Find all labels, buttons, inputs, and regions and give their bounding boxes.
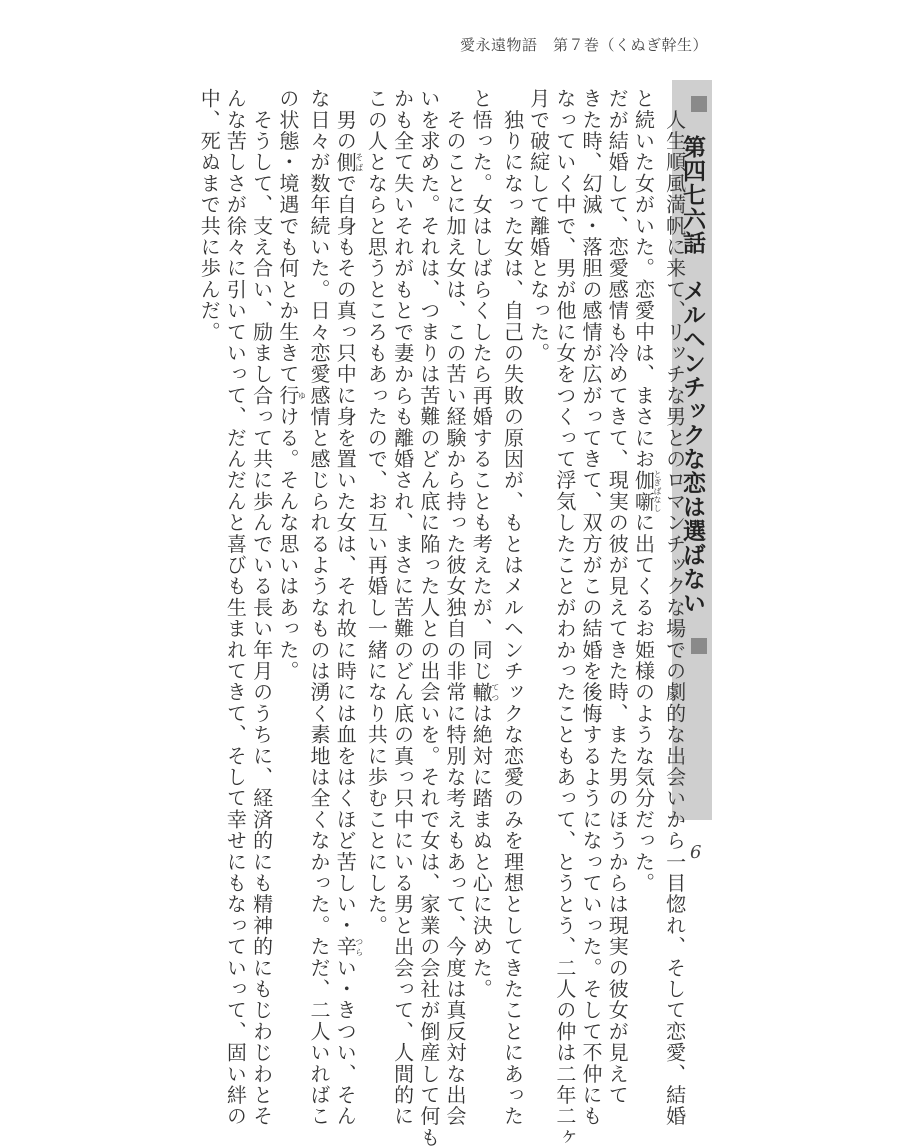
text-column <box>332 88 364 1127</box>
text-column <box>630 88 662 894</box>
ruby-base: 轍 <box>469 681 494 703</box>
text-segment: この人とならと思うところもあったので、お互い再婚し一緒になり共に歩むことにした。 <box>364 88 389 936</box>
text-column <box>578 88 604 1127</box>
ruby-base: 伽噺 <box>631 469 656 513</box>
text-column <box>661 88 687 1127</box>
text-column <box>499 88 525 1127</box>
text-segment: 中、死ぬまで共に歩んだ。 <box>197 88 222 343</box>
text-segment: に出てくるお姫様のような気分だった。 <box>631 512 656 894</box>
text-column <box>222 88 248 1127</box>
ruby-word <box>333 936 364 958</box>
text-segment: と続いた女がいた。恋愛中は、まさにお <box>631 88 656 470</box>
text-segment: そのことに加え女は、この苦い経験から持った彼女独自の非常に特別な考えもあって、今度は真反対な出会 <box>443 88 468 1127</box>
text-column <box>363 88 389 936</box>
ruby-reading: そば <box>354 151 364 173</box>
text-column <box>275 88 306 818</box>
text-segment: で自身もその真っ只中に身を置いた女は、それ故に時には血をはくほど苦しい・ <box>333 172 358 937</box>
text-segment: ける。そんな思いはあった。 <box>275 406 300 682</box>
text-segment: 独りになった女は、自己の失敗の原因が、もとはメルヘンチックな恋愛のみを理想としてきたことにあった <box>500 88 525 1127</box>
square-marker-icon <box>691 96 707 112</box>
text-column <box>389 88 415 1127</box>
ruby-base: 辛 <box>333 936 358 958</box>
ruby-reading: ゆ <box>297 384 307 406</box>
text-segment: は絶対に踏まぬと心に決めた。 <box>469 702 494 1000</box>
text-column <box>604 88 630 1106</box>
text-segment: の状態・境遇でも何とか生きて <box>275 88 300 385</box>
text-column <box>416 88 442 1148</box>
text-segment: い・きつい、そん <box>333 957 358 1127</box>
square-marker-icon <box>691 638 707 654</box>
text-column <box>442 88 468 1127</box>
text-column <box>306 88 332 1127</box>
text-segment: だが結婚して、恋愛感情も冷めてきて、現実の彼が見えてきた時、また男のほうからは現実の彼女が見えて <box>605 88 630 1106</box>
text-column <box>248 88 274 1127</box>
page-number: 6 <box>690 842 702 863</box>
text-segment: そうして、支え合い、励まし合って共に歩んでいる長い年月のうちに、経済的にも精神的にもじわじわとそ <box>249 88 274 1127</box>
ruby-word <box>469 681 500 703</box>
text-column <box>552 88 578 1148</box>
body-text <box>196 88 688 1148</box>
text-segment: と悟った。女はしばらくしたら再婚することも考えたが、同じ <box>469 88 494 682</box>
text-column <box>196 88 222 818</box>
ruby-word <box>631 469 662 513</box>
text-segment: いを求めた。それは、つまりは苦難のどん底に陥った人との出会いを。それで女は、家業の会社が倒産して何も <box>416 88 441 1148</box>
text-segment: 男の <box>333 88 358 152</box>
text-segment: 月で破綻して離婚となった。 <box>526 88 551 364</box>
text-segment: な日々が数年続いた。日々恋愛感情と感じられるようなものは湧く素地は全くなかった。ただ、二人いればこ <box>307 88 332 1127</box>
text-segment: んな苦しさが徐々に引いていって、だんだんと喜びも生まれてきて、そして幸せにもなっていって、固い絆の <box>223 88 248 1127</box>
running-head: 愛永遠物語 第７巻（くぬぎ幹生） <box>459 36 708 54</box>
text-segment: かも全て失いそれがもとで妻からも離婚され、まさに苦難のどん底の真っ只中にいる男と出会って、人間的に <box>390 88 415 1127</box>
ruby-reading: つら <box>354 936 364 958</box>
text-segment: 人生順風満帆に来て、リッチな男とのロマンチックな場での劇的な出会いから一目惚れ、そして恋愛、結婚 <box>662 88 687 1127</box>
ruby-reading: てつ <box>490 681 500 703</box>
chapter-title-text: 第四七六話 メルヘンチックな恋は選ばない <box>679 135 705 616</box>
text-segment: きた時、幻滅・落胆の感情が広がってきて、双方がこの結婚を後悔するようになっていった。そして不仲にも <box>579 88 604 1127</box>
ruby-word <box>275 384 307 407</box>
ruby-reading: とぎばなし <box>652 469 662 513</box>
ruby-base: 行 <box>275 384 300 407</box>
ruby-base: 側 <box>333 151 358 173</box>
text-column <box>525 88 551 818</box>
text-segment: なっていく中で、男が他に女をつくって浮気したことがわかったこともあって、とうとう、二人の仲は二年二ヶ <box>552 88 577 1148</box>
text-column <box>468 88 500 1000</box>
ruby-word <box>333 151 364 173</box>
